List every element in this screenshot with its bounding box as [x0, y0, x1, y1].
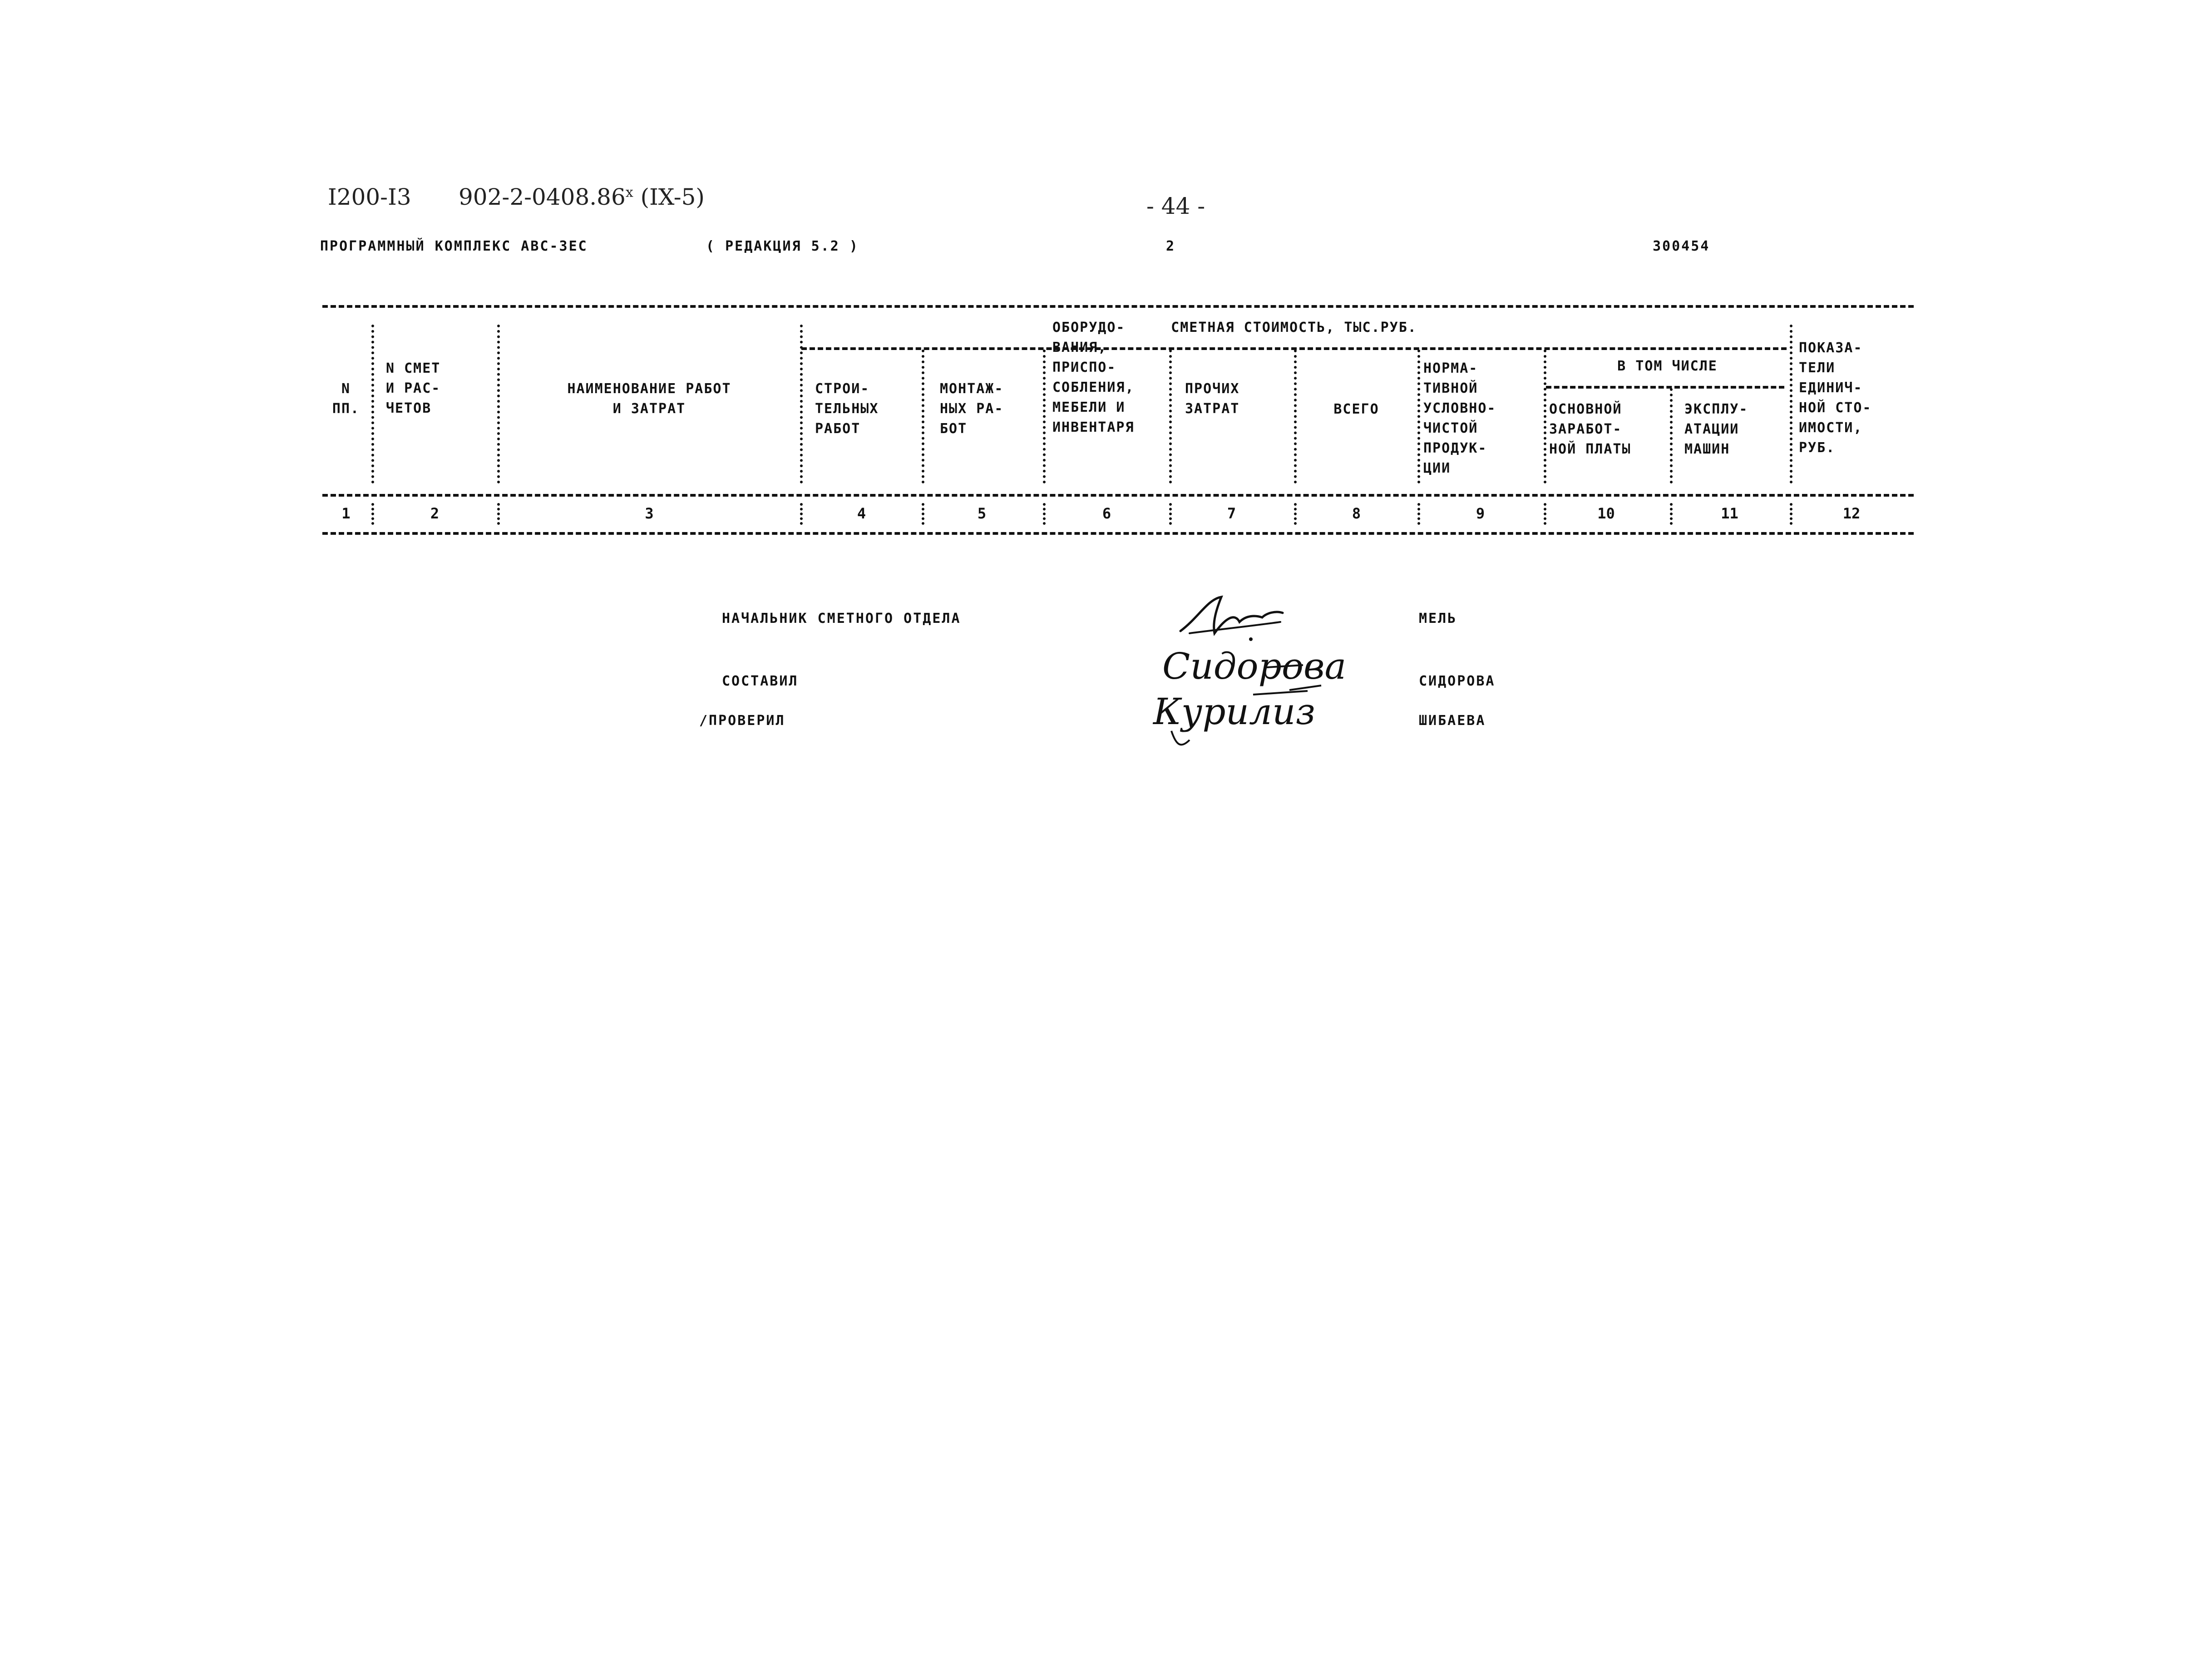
table-bottom-rule — [322, 532, 1914, 535]
col-header-1 — [323, 379, 369, 419]
col-header-line: ЭКСПЛУ- — [1684, 401, 1748, 417]
col-number: 6 — [1102, 505, 1111, 522]
col-header-line: N — [341, 381, 351, 397]
col-header-line: ЗАТРАТ — [1185, 401, 1240, 417]
col-header-line: РАБОТ — [815, 421, 861, 437]
col-sep — [1417, 503, 1420, 525]
col-sep — [1294, 503, 1297, 525]
signature-name-checked: ШИБАЕВА — [1419, 713, 1486, 729]
col-sep — [922, 503, 924, 525]
col-header-line: ВАНИЯ, — [1052, 340, 1107, 355]
col-header-11 — [1684, 399, 1787, 459]
project-code-suffix: (IX-5) — [640, 184, 705, 210]
col-header-line: ЧИСТОЙ — [1423, 420, 1478, 436]
col-header-line: ВСЕГО — [1333, 401, 1379, 417]
col-header-3 — [504, 379, 795, 419]
project-code — [459, 184, 705, 210]
signature-role-checked: /ПРОВЕРИЛ — [699, 713, 785, 729]
col-header-line: ПРОДУК- — [1423, 440, 1487, 456]
col-header-line: И РАС- — [386, 380, 441, 396]
col-sep — [1790, 325, 1792, 483]
col-number: 11 — [1721, 505, 1738, 522]
col-number: 5 — [977, 505, 987, 522]
col-sep — [800, 503, 803, 525]
col-header-line: АТАЦИИ — [1684, 421, 1739, 437]
col-sep — [1169, 350, 1172, 483]
col-sep — [1417, 350, 1420, 483]
col-header-line: ЗАРАБОТ- — [1549, 421, 1622, 437]
col-header-line: НОРМА- — [1423, 360, 1478, 376]
col-header-line: ПП. — [332, 401, 360, 417]
col-header-line: НАИМЕНОВАНИЕ РАБОТ — [567, 381, 731, 397]
col-header-line: ОБОРУДО- — [1052, 320, 1126, 335]
edition: ( РЕДАКЦИЯ 5.2 ) — [706, 238, 859, 254]
signature-name-compiled: СИДОРОВА — [1419, 673, 1496, 689]
col-header-12 — [1799, 338, 1910, 458]
header-bottom-rule — [322, 494, 1914, 497]
signature-checked-image — [1144, 686, 1326, 754]
col-header-line: N СМЕТ — [386, 360, 441, 376]
doc-code: I200-I3 — [328, 184, 411, 210]
col-header-line: МЕБЕЛИ И — [1052, 399, 1126, 415]
col-header-5 — [940, 379, 1042, 439]
program-line: ПРОГРАММНЫЙ КОМПЛЕКС АВС-ЗЕС — [320, 238, 588, 254]
col-number: 2 — [430, 505, 439, 522]
col-header-line: ИНВЕНТАРЯ — [1052, 419, 1135, 435]
col-header-line: ПРОЧИХ — [1185, 381, 1240, 397]
col-header-8 — [1299, 399, 1414, 419]
col-header-6 — [1052, 318, 1168, 438]
col-sep — [1043, 503, 1046, 525]
col-header-line: МОНТАЖ- — [940, 381, 1004, 397]
project-code-sup: x — [625, 184, 633, 201]
col-header-line: СОБЛЕНИЯ, — [1052, 380, 1135, 395]
col-sep — [371, 325, 374, 483]
col-number: 7 — [1227, 505, 1236, 522]
col-header-2 — [386, 359, 495, 419]
col-sep — [800, 325, 803, 483]
col-number: 1 — [341, 505, 351, 522]
col-header-4 — [815, 379, 919, 439]
col-sep — [1670, 388, 1673, 483]
col-number: 8 — [1352, 505, 1361, 522]
col-header-line: ПРИСПО- — [1052, 360, 1116, 375]
col-header-9 — [1423, 359, 1541, 478]
col-sep — [497, 503, 500, 525]
col-header-line: НОЙ ПЛАТЫ — [1549, 441, 1631, 457]
col-number: 4 — [857, 505, 866, 522]
col-sep — [922, 350, 924, 483]
col-header-line: НЫХ РА- — [940, 401, 1004, 417]
signature-name-chief: МЕЛЬ — [1419, 611, 1457, 626]
project-code-main: 902-2-0408.86 — [459, 184, 626, 210]
sub-group-rule — [1546, 386, 1784, 389]
col-number: 10 — [1597, 505, 1615, 522]
col-number: 12 — [1842, 505, 1861, 522]
col-header-line: ЕДИНИЧ- — [1799, 380, 1863, 396]
signature-chief-image — [1171, 590, 1289, 649]
col-sep — [497, 325, 500, 483]
col-header-line: ТЕЛИ — [1799, 360, 1836, 376]
col-header-line: ЦИИ — [1423, 460, 1451, 476]
col-header-line: ЧЕТОВ — [386, 400, 432, 416]
col-header-line: БОТ — [940, 421, 968, 437]
col-header-10 — [1549, 399, 1669, 459]
signature-checked-text: Курилиз — [1153, 690, 1316, 733]
col-sep — [1544, 350, 1546, 483]
col-header-line: ПОКАЗА- — [1799, 340, 1863, 356]
col-header-line: ТИВНОЙ — [1423, 380, 1478, 396]
col-number: 9 — [1476, 505, 1485, 522]
code-number: 300454 — [1653, 238, 1710, 254]
col-header-7 — [1185, 379, 1292, 419]
signature-compiled-text: Сидорова — [1162, 645, 1347, 687]
sheet-number: 2 — [1166, 238, 1176, 254]
sub-group-header: В ТОМ ЧИСЛЕ — [1617, 358, 1718, 374]
col-header-line: МАШИН — [1684, 441, 1730, 457]
table-top-rule — [322, 305, 1914, 308]
col-number: 3 — [645, 505, 654, 522]
col-sep — [1670, 503, 1673, 525]
col-header-line: ТЕЛЬНЫХ — [815, 401, 879, 417]
col-header-line: НОЙ СТО- — [1799, 400, 1872, 416]
col-header-line: УСЛОВНО- — [1423, 400, 1496, 416]
col-header-line: СТРОИ- — [815, 381, 870, 397]
col-sep — [1544, 503, 1546, 525]
col-sep — [1294, 350, 1297, 483]
group-header: СМЕТНАЯ СТОИМОСТЬ, ТЫС.РУБ. — [1171, 320, 1417, 335]
col-sep — [371, 503, 374, 525]
page-number: - 44 - — [1146, 193, 1205, 219]
col-sep — [1043, 350, 1046, 483]
col-header-line: И ЗАТРАТ — [612, 401, 686, 417]
col-header-line: РУБ. — [1799, 440, 1836, 456]
col-sep — [1790, 503, 1792, 525]
col-sep — [1169, 503, 1172, 525]
col-header-line: ОСНОВНОЙ — [1549, 401, 1622, 417]
col-header-line: ИМОСТИ, — [1799, 420, 1863, 436]
signature-role-compiled: СОСТАВИЛ — [722, 673, 799, 689]
signature-role-chief: НАЧАЛЬНИК СМЕТНОГО ОТДЕЛА — [722, 611, 961, 626]
